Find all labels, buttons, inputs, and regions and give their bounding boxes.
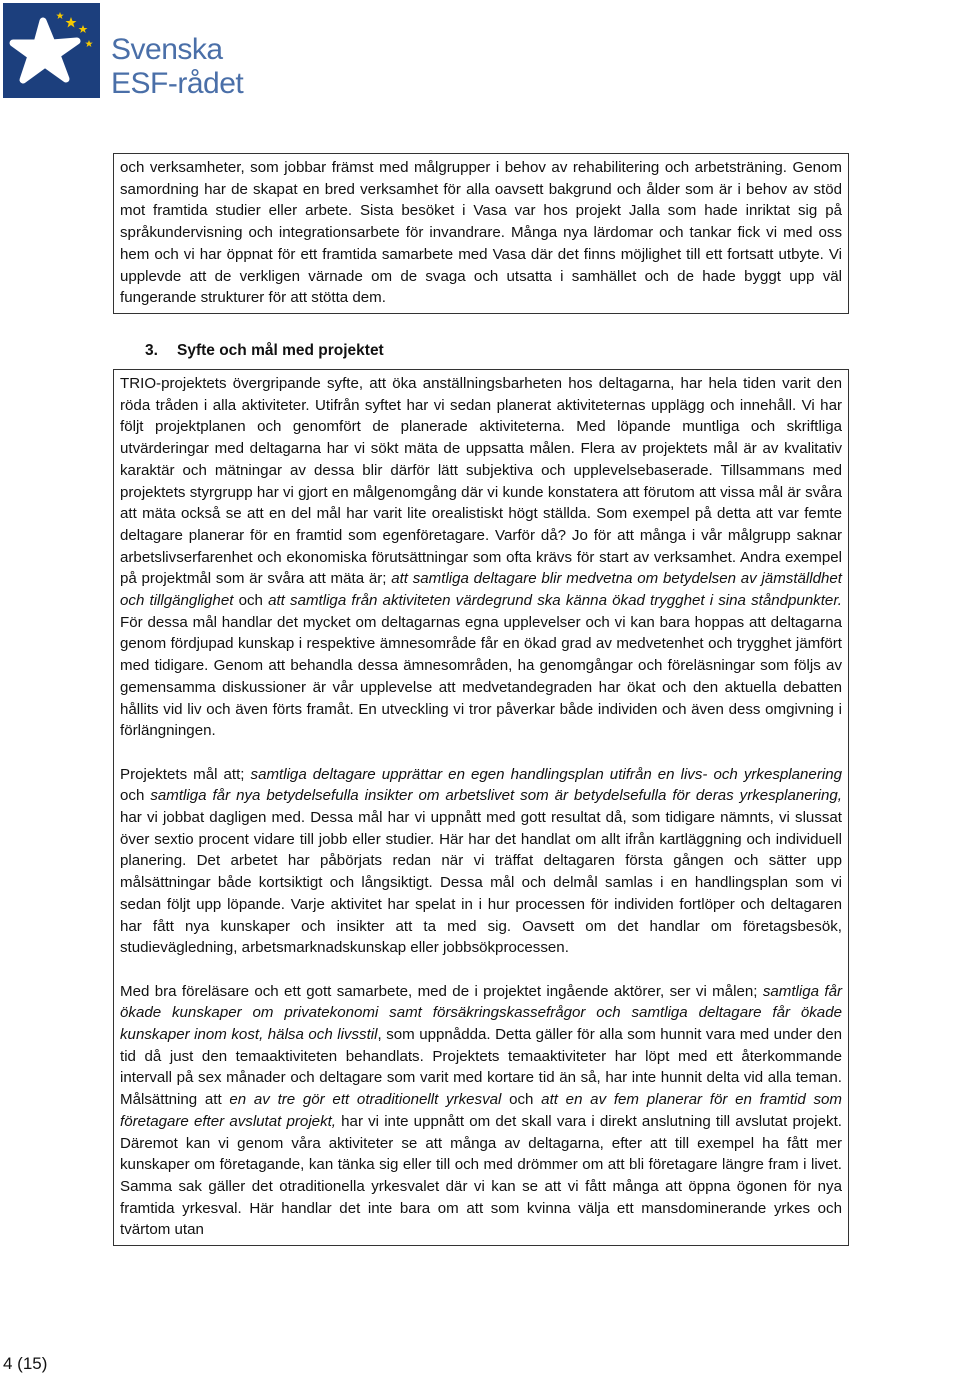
paragraph [120,157,842,309]
text-box-purpose-goals [113,369,849,1246]
text-run: och [120,787,151,805]
text-run: och [501,1091,542,1109]
italic-text: samtliga får ökade kunskaper om privatekonomi samt försäkringskassefrågor och samtliga deltagare får ökade kunskaper inom kost, hälsa och livsstil [120,982,842,1044]
text-run: För dessa mål handlar det mycket om deltagarnas egna upplevelser och vi kan bara hoppas att deltagarna genom fördjupad kunskap i respektive ämnesområde får en ökad grad av medvetenhet och trygghet jämfört med tidigare. Genom att behandla dessa ämnesområden, ha genomgångar och föreläsningar som följs av gemensamma diskussioner är vår upplevelse att medvetandegraden har ökat och den aktuella debatten hållits vid liv och även förts framåt. En utveckling vi tror påverkar både individen och även dess omgivning i förlängningen. [120,613,842,740]
logo-emblem [3,3,100,98]
section-heading [145,340,384,362]
italic-text: att samtliga deltagare blir medvetna om betydelsen av jämställdhet och tillgänglighet [120,570,842,610]
page-number: 4 (15) [3,1354,48,1373]
logo-wordmark [111,33,243,101]
logo-line-2: ESF-rådet [111,67,244,100]
text-run: , som uppnådda. Detta gäller för alla som hunnit vara med under den tid då just den temaaktiviteten behandlats. Projektets temaaktiviteter har löpt med ett återkommande intervall på sex månader och deltagare som varit med kortare tid än så, har inte hunnit delta vid alla teman. Målsättning att [120,1026,842,1109]
italic-text: att en av fem planerar för en framtid som företagare efter avslutat projekt, [120,1091,842,1130]
text-run: Med bra föreläsare och ett gott samarbete, med de i projektet ingående aktörer, ser vi målen; [120,982,763,1000]
italic-text: en av tre gör ett otraditionellt yrkesval [229,1091,502,1109]
italic-text: samtliga deltagare upprättar en egen handlingsplan utifrån en livs- och yrkesplanering [250,765,842,783]
text-run: Projektets mål att; [120,765,251,783]
star-icon [3,3,100,98]
text-box-continued [113,153,849,314]
esf-logo [3,3,244,100]
text-run: har vi jobbat dagligen med. Dessa mål har vi uppnått med gott resultat då, som tidigare nämnts, vi slussat över sextio procent vidare till jobb eller studier. Här har det handlat om allt ifrån kartläggning och individuell planering. Det arbetet har påbörjats redan när vi träffat deltagaren första gången och sätter upp målsättningar både kortsiktigt och långsiktigt. Dessa mål och delmål samlas i en handlingsplan som vi sedan följt upp löpande. Varje aktivitet har spelat in i hur processen för individen fortlöper och deltagaren har fått nya kunskaper och insikter att ta med sig. Oavsett om det handlar om företagsbesök, studievägledning, arbetsmarknadskunskap eller jobbsökprocessen. [120,809,842,957]
italic-text: samtliga får nya betydelsefulla insikter om arbetslivet som är betydelsefulla för deras yrkesplanering, [150,787,842,805]
text-run: har vi inte uppnått om det skall vara i direkt anslutning till avslutat projekt. Däremot kan vi genom våra aktiviteter se att många av deltagarna, efter att till exempel ha fått mer kunskaper om företagande, kan tänka sig eller till och med drömmer om att bli företagare längre fram i livet. Samma sak gäller det otraditionella yrkesvalet där vi kan se att vi fått många att öppna ögonen för nya framtida yrkesval. Här handlar det inte bara om att som kvinna välja ett mansdominerande yrkes och tvärtom utan [120,1112,842,1239]
paragraph [120,373,842,742]
logo-line-1: Svenska [111,33,223,66]
italic-text: att samtliga från aktiviteten värdegrund ska känna ökad trygghet i sina ståndpunkter. [268,592,842,610]
text-run: och [233,592,269,610]
text-run: TRIO-projektets övergripande syfte, att öka anställningsbarheten hos deltagarna, har hela tiden varit den röda tråden i alla aktiviteter. Utifrån syftet har vi sedan planerat aktiviteternas upplägg och innehåll. Vi har följt projektplanen och genomfört de planerade aktiviteterna. Med löpande muntliga och skriftliga utvärderingar med deltagarna har vi sökt mäta de uppsatta målen. Flera av projektets mål är av kvalitativ karaktär och mätningar av dessa blir därför lätt subjektiva och upplevelsebaserade. Tillsammans med projektets styrgrupp har vi gjort en målgenomgång där vi kunde konstatera att förutom att vissa mål är svåra att mäta också se att en del mål har varit lite orealistiskt högt ställda. Som exempel på detta att var femte deltagare planerar för en framtid som egenföretagare. Varför då? Jo för att många i vår målgrupp saknar arbetslivserfarenhet och ekonomiska förutsättningar som ofta krävs för start av verksamhet. Andra exempel på projektmål som är svåra att mäta är; [120,375,842,588]
section-number: 3. [145,342,158,359]
paragraph [120,981,842,1241]
text-run: och verksamheter, som jobbar främst med målgrupper i behov av rehabilitering och arbetsträning. Genom samordning har de skapat en bred verksamhet för alla oavsett bakgrund och ålder som är i behov av stöd mot framtida studier eller arbete. Sista besöket i Vasa var hos projekt Jalla som hade inriktat sig på språkundervisning och integrationsarbete för invandrare. Många nya lärdomar och tankar fick vi med oss hem och vi har öppnat för ett framtida samarbete med Vasa där det finns möjlighet till ett fortsatt utbyte. Vi upplevde att de verkligen värnade om de svaga och utsatta i samhället och de hade byggt upp väl fungerande strukturer för att stötta dem. [120,159,842,307]
section-title: Syfte och mål med projektet [177,342,384,359]
paragraph [120,764,842,959]
